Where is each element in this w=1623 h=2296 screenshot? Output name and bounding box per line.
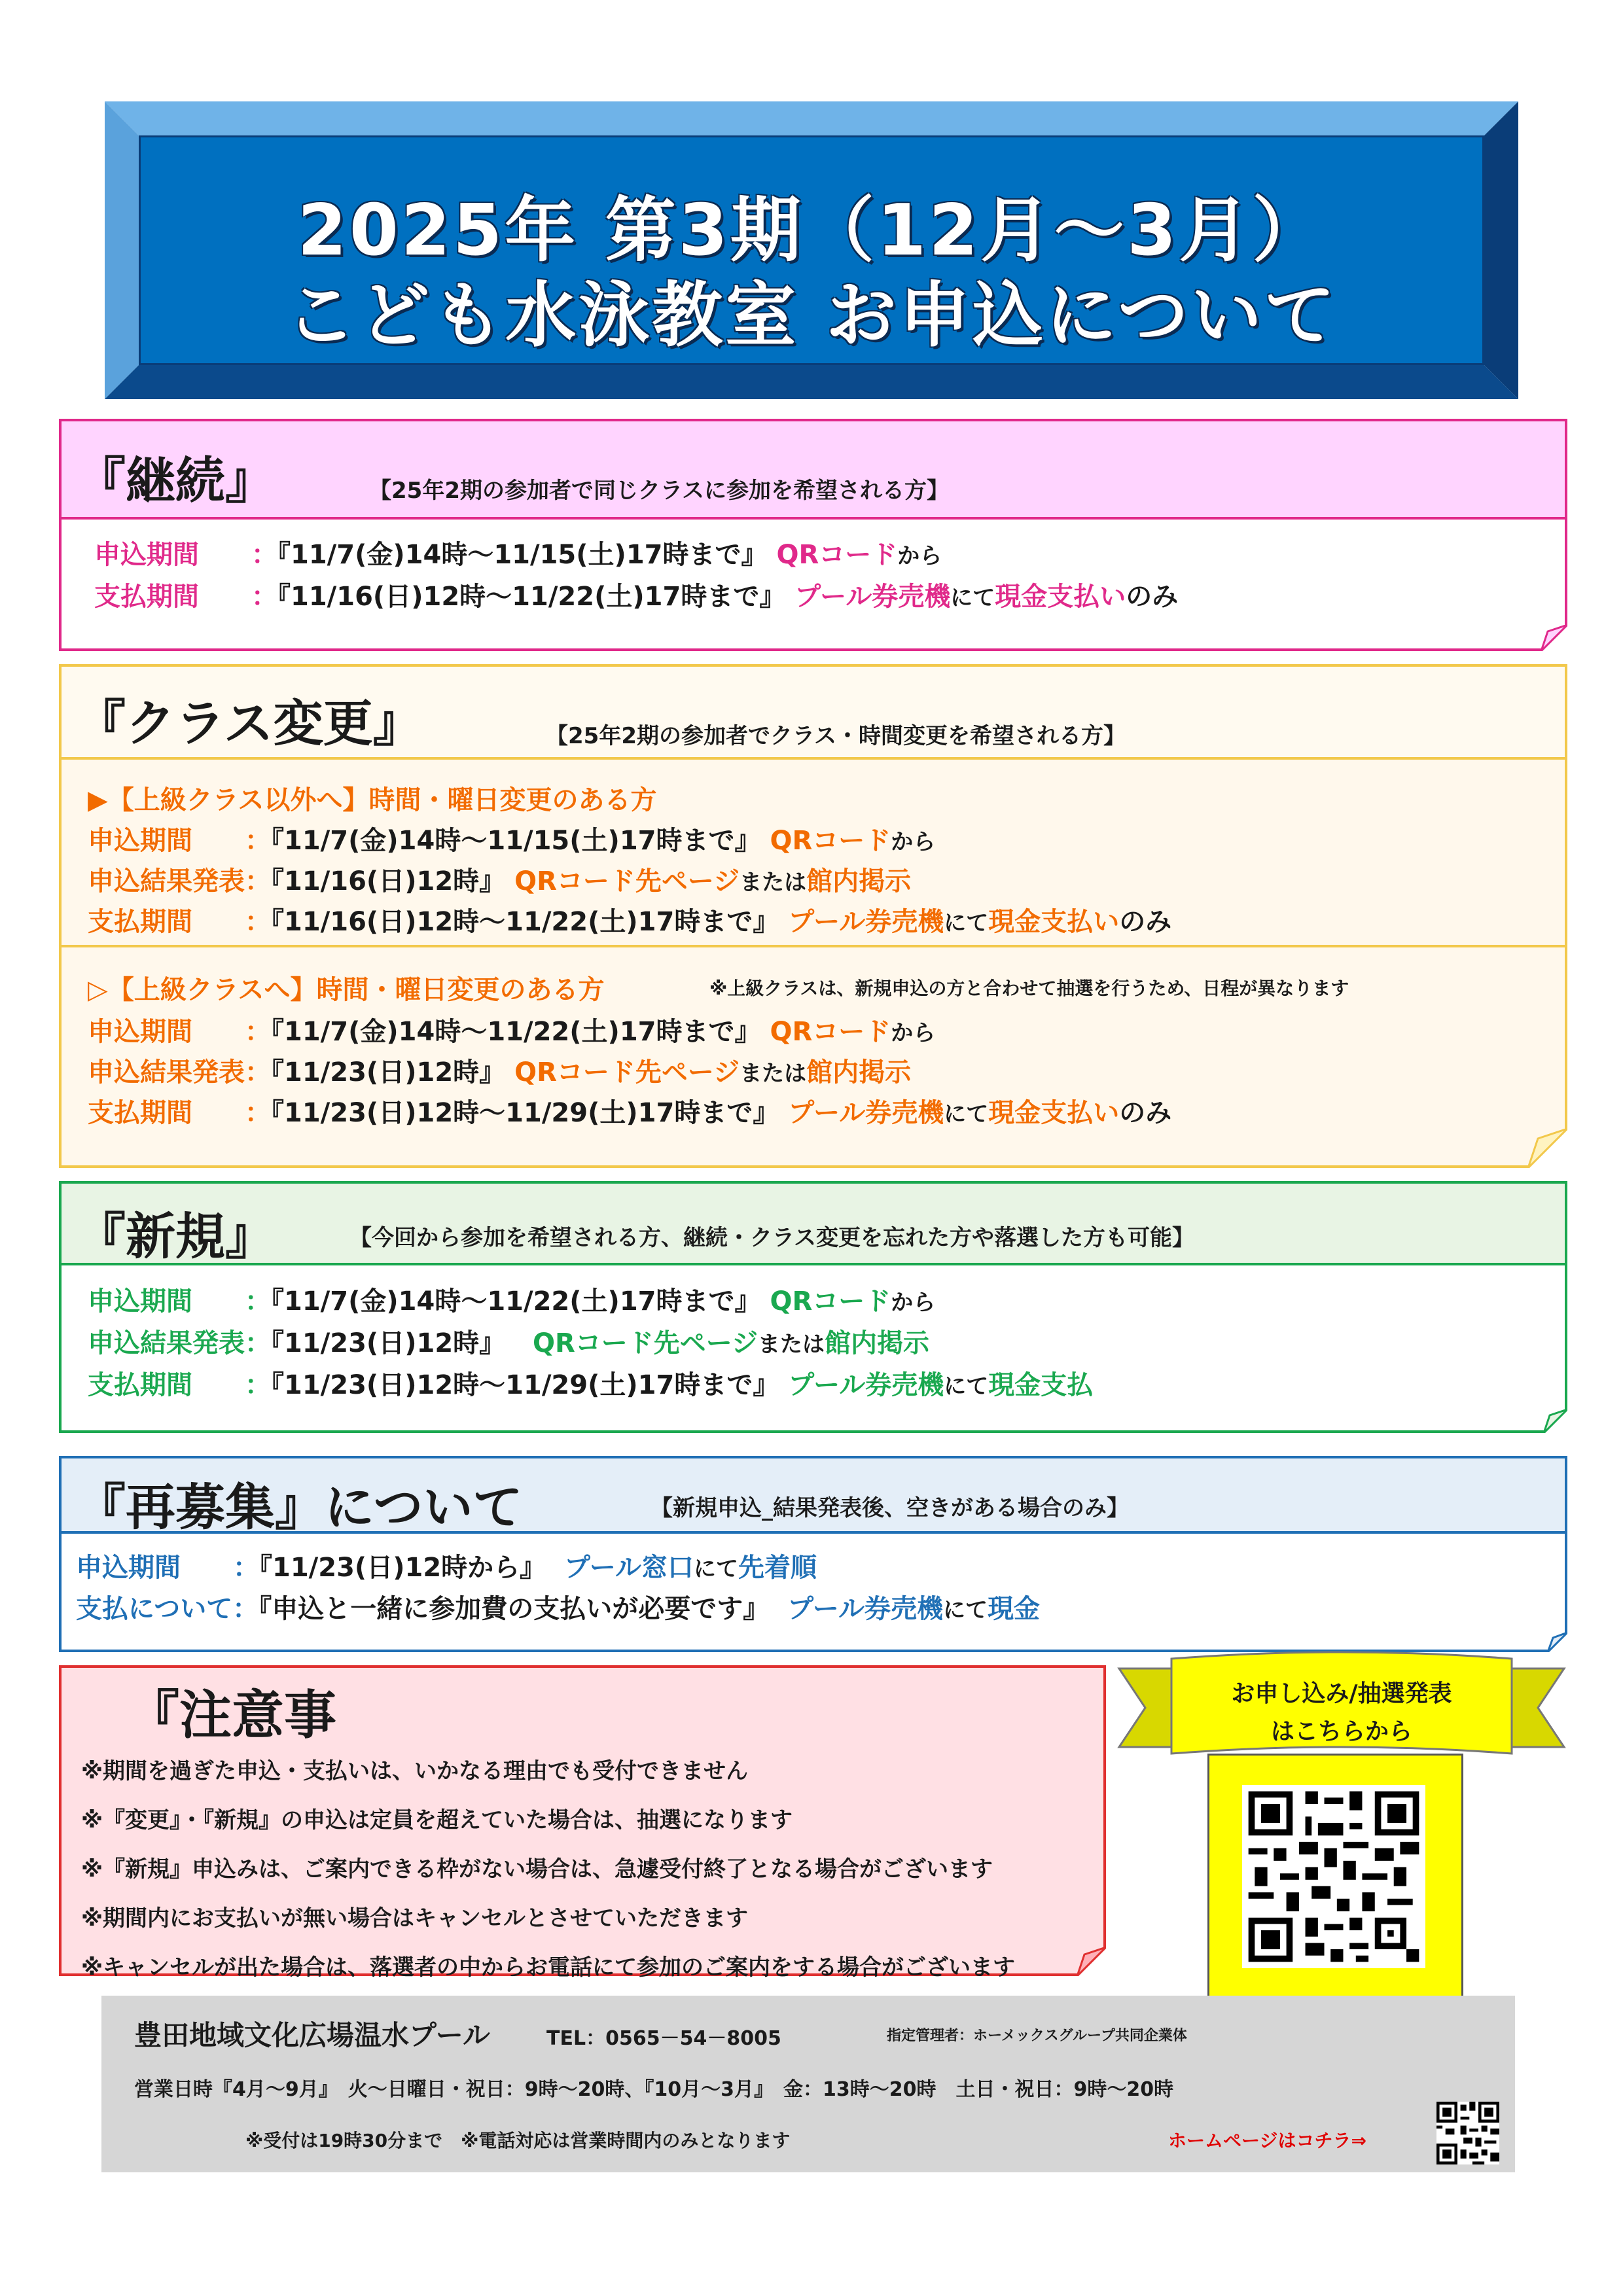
footer [101, 1996, 1515, 2172]
qr-ribbon [1113, 1642, 1571, 1767]
qr-callout-line-1: お申し込み/抽選発表 [1231, 1680, 1452, 1707]
continue-section [59, 419, 1567, 651]
new-header [62, 1184, 1565, 1265]
class-change-title: 『クラス変更』 [76, 694, 423, 752]
note-item: ※期間内にお支払いが無い場合はキャンセルとさせていただきます [81, 1905, 749, 1932]
continue-note: 【25年2期の参加者で同じクラスに参加を希望される方】 [369, 478, 949, 504]
recruit-row-apply: 申込期間 ：『11/23(日)12時から』 プール窓口にて先着順 [76, 1553, 817, 1583]
class-change-section [59, 664, 1567, 1168]
qr-code-icon[interactable] [1242, 1785, 1425, 1968]
continue-title: 『継続』 [76, 451, 275, 510]
continue-header [62, 421, 1565, 520]
recruit-section [59, 1456, 1567, 1652]
qr-code-box[interactable] [1207, 1754, 1463, 2000]
continue-row-apply: 申込期間 ：『11/7(金)14時～11/15(土)17時まで』 QRコードから [94, 540, 942, 570]
note-item: ※『新規』申込みは、ご案内できる枠がない場合は、急遽受付終了となる場合がございます [81, 1856, 993, 1882]
sub2-aside: ※上級クラスは、新規申込の方と合わせて抽選を行うため、日程が異なります [709, 978, 1349, 999]
page-curl-icon [1077, 1947, 1106, 1976]
homepage-qr-icon[interactable] [1436, 2102, 1499, 2164]
class-change-note: 【25年2期の参加者でクラス・時間変更を希望される方】 [546, 723, 1126, 749]
new-section [59, 1181, 1567, 1433]
new-title: 『新規』 [76, 1207, 275, 1265]
business-hours: 営業日時『4月～9月』 火～日曜日・祝日：9時～20時、『10月～3月』 金：13時～20時 土日・祝日：9時～20時 [134, 2078, 1174, 2101]
sub1-row-result: 申込結果発表：『11/16(日)12時』 QRコード先ページまたは館内掲示 [88, 866, 912, 896]
qr-callout-line-2: はこちらから [1270, 1718, 1412, 1745]
new-row-result: 申込結果発表：『11/23(日)12時』 QRコード先ページまたは館内掲示 [88, 1328, 929, 1358]
sub1-row-apply: 申込期間 ：『11/7(金)14時～11/15(土)17時まで』 QRコードから [88, 826, 936, 856]
recruit-title: 『再募集』について [76, 1478, 523, 1536]
sub2-row-pay: 支払期間 ：『11/23(日)12時～11/29(土)17時まで』 プール券売機にて現金支払いのみ [88, 1098, 1172, 1128]
page-curl-icon [1541, 625, 1567, 651]
recruit-note: 【新規申込_結果発表後、空きがある場合のみ】 [651, 1495, 1129, 1521]
banner-face [139, 135, 1484, 365]
new-row-pay: 支払期間 ：『11/23(日)12時～11/29(土)17時まで』 プール券売機にて現金支払 [88, 1370, 1094, 1400]
new-note: 【今回から参加を希望される方、継続・クラス変更を忘れた方や落選した方も可能】 [349, 1225, 1194, 1251]
sub2-heading: ▷【上級クラスへ】時間・曜日変更のある方 [88, 975, 605, 1005]
notes-title: 『注意事 [127, 1685, 336, 1746]
recruit-header [62, 1458, 1565, 1534]
continue-row-pay: 支払期間 ：『11/16(日)12時～11/22(土)17時まで』 プール券売機にて現金支払いのみ [94, 582, 1179, 612]
facility-name: 豊田地域文化広場温水プール [134, 2019, 490, 2051]
note-item: ※キャンセルが出た場合は、落選者の中からお電話にて参加のご案内をする場合がございます [81, 1954, 1016, 1981]
recruit-row-pay: 支払について：『申込と一緒に参加費の支払いが必要です』 プール券売機にて現金 [76, 1594, 1041, 1624]
sub1-row-pay: 支払期間 ：『11/16(日)12時～11/22(土)17時まで』 プール券売機にて現金支払いのみ [88, 907, 1172, 937]
facility-manager: 指定管理者：ホーメックスグループ共同企業体 [887, 2028, 1187, 2044]
page-curl-icon [1544, 1409, 1567, 1433]
sub-divider [62, 945, 1565, 947]
note-item: ※期間を過ぎた申込・支払いは、いかなる理由でも受付できません [81, 1758, 749, 1784]
sub2-row-apply: 申込期間 ：『11/7(金)14時～11/22(土)17時まで』 QRコードから [88, 1017, 936, 1047]
facility-tel: TEL：0565－54－8005 [546, 2027, 781, 2050]
new-row-apply: 申込期間 ：『11/7(金)14時～11/22(土)17時まで』 QRコードから [88, 1286, 936, 1316]
page-curl-icon [1528, 1129, 1567, 1168]
title-line-1: 2025年 第3期（12月～3月） [297, 190, 1326, 272]
notes-section [59, 1665, 1106, 1981]
class-change-header [62, 667, 1565, 760]
homepage-link[interactable]: ホームページはコチラ⇒ [1168, 2130, 1366, 2151]
title-line-2: こども水泳教室 お申込について [285, 275, 1338, 357]
note-item: ※『変更』・『新規』の申込は定員を超えていた場合は、抽選になります [81, 1807, 793, 1833]
title-banner [105, 101, 1518, 399]
sub2-row-result: 申込結果発表：『11/23(日)12時』 QRコード先ページまたは館内掲示 [88, 1057, 912, 1087]
reception-note: ※受付は19時30分まで ※電話対応は営業時間内のみとなります [245, 2130, 791, 2151]
sub1-heading: ▶【上級クラス以外へ】時間・曜日変更のある方 [88, 785, 657, 815]
